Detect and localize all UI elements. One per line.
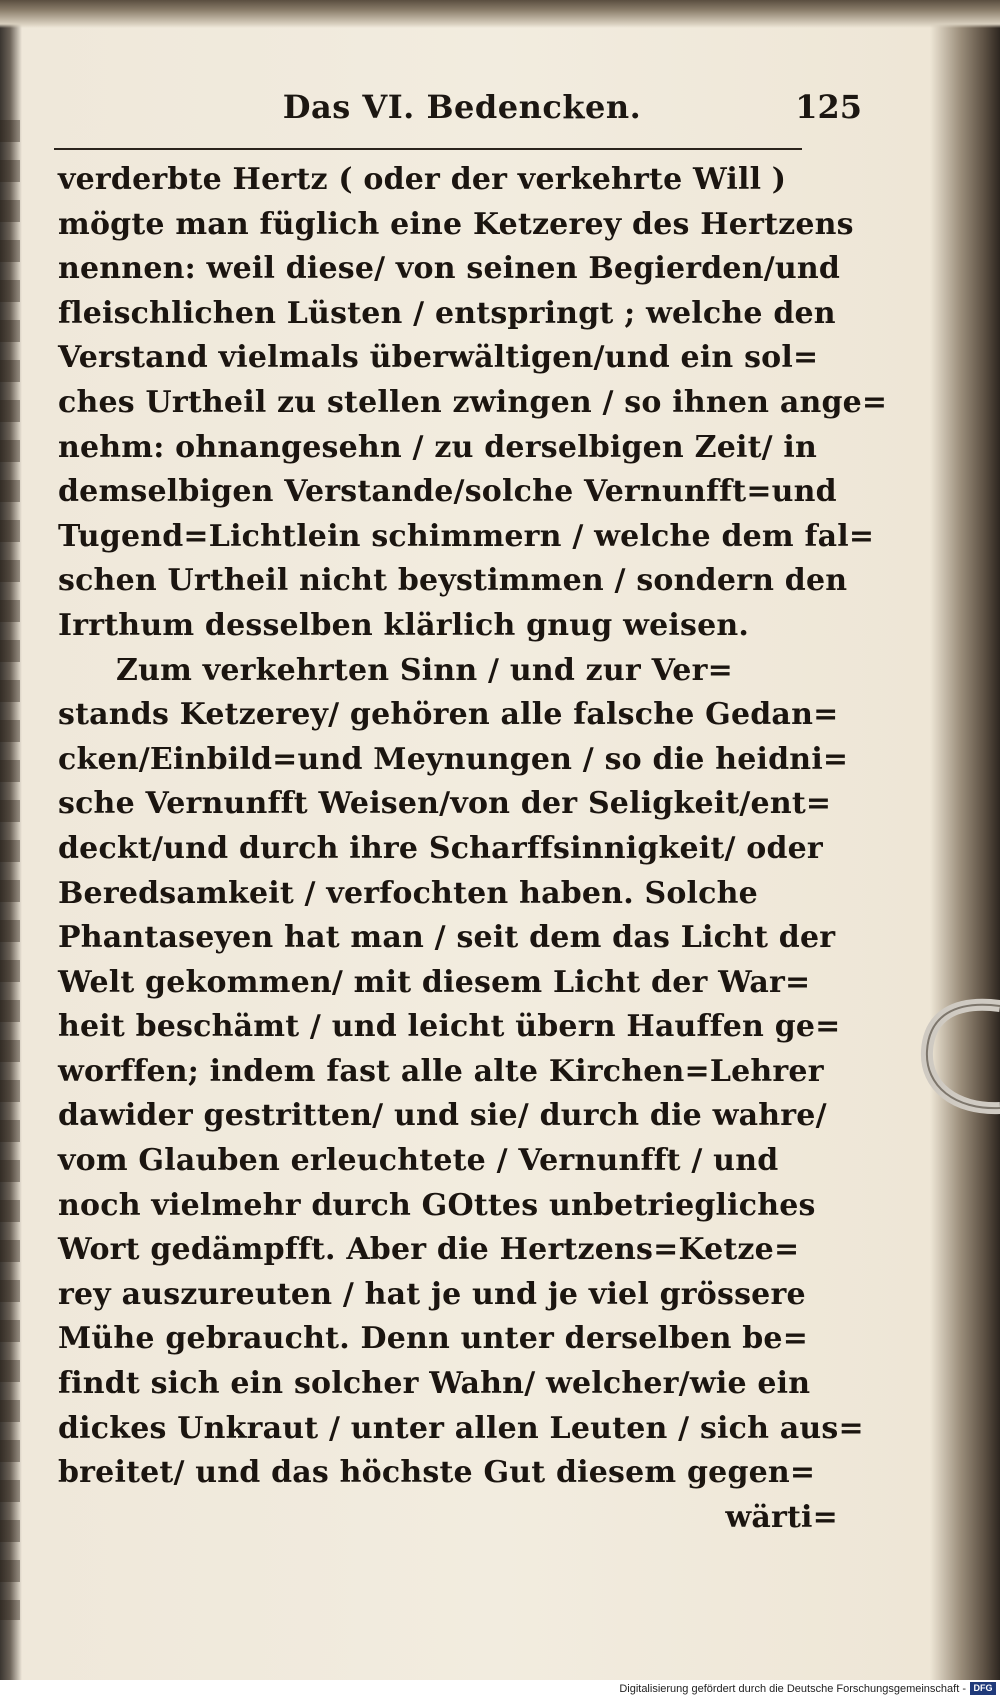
text-line: deckt/und durch ihre Scharffsinnigkeit/ oder bbox=[58, 830, 823, 866]
catchword: wärti= bbox=[725, 1499, 838, 1535]
text-line: noch vielmehr durch GOttes unbetriegliches bbox=[58, 1187, 816, 1223]
text-line: Welt gekommen/ mit diesem Licht der War= bbox=[58, 964, 811, 1000]
book-top-edge bbox=[0, 0, 1000, 28]
text-line: mögte man füglich eine Ketzerey des Hertzens bbox=[58, 206, 854, 242]
text-line: demselbigen Verstande/solche Vernunfft=und bbox=[58, 474, 837, 510]
text-line: Wort gedämpfft. Aber die Hertzens=Ketze= bbox=[58, 1232, 800, 1268]
text-line: Phantaseyen hat man / seit dem das Licht der bbox=[58, 920, 836, 956]
text-line: fleischlichen Lüsten / entspringt ; welche den bbox=[58, 295, 836, 331]
text-line: dickes Unkraut / unter allen Leuten / sich aus= bbox=[58, 1410, 864, 1446]
text-line: nennen: weil diese/ von seinen Begierden/und bbox=[58, 251, 841, 287]
dfg-logo: DFG bbox=[970, 1682, 996, 1695]
text-line: sche Vernunfft Weisen/von der Seligkeit/ent= bbox=[58, 786, 832, 822]
text-line: schen Urtheil nicht beystimmen / sondern den bbox=[58, 563, 848, 599]
page-number: 125 bbox=[795, 88, 862, 126]
text-line: breitet/ und das höchste Gut diesem gegen= bbox=[58, 1455, 816, 1491]
text-line: findt sich ein solcher Wahn/ welcher/wie ein bbox=[58, 1366, 811, 1402]
text-line: heit beschämt / und leicht übern Hauffen ge= bbox=[58, 1009, 841, 1045]
text-line: cken/Einbild=und Meynungen / so die heidni= bbox=[58, 741, 849, 777]
text-line: verderbte Hertz ( oder der verkehrte Will ) bbox=[58, 162, 787, 197]
text-line: ches Urtheil zu stellen zwingen / so ihnen ange= bbox=[58, 384, 888, 420]
book-page bbox=[28, 28, 948, 1638]
text-line: Beredsamkeit / verfochten haben. Solche bbox=[58, 875, 758, 911]
text-line: Mühe gebraucht. Denn unter derselben be= bbox=[58, 1321, 809, 1357]
body-text bbox=[58, 158, 888, 1540]
running-head: Das VI. Bedencken. bbox=[282, 88, 642, 126]
text-line: dawider gestritten/ und sie/ durch die wahre/ bbox=[58, 1098, 827, 1134]
paragraph-start-line: Zum verkehrten Sinn / und zur Ver= bbox=[116, 652, 733, 688]
page-clip-icon bbox=[915, 996, 1000, 1116]
digitization-credit: Digitalisierung gefördert durch die Deutsche Forschungsgemeinschaft - bbox=[619, 1683, 966, 1695]
text-line: vom Glauben erleuchtete / Vernunfft / und bbox=[58, 1143, 779, 1179]
text-line: Irrthum desselben klärlich gnug weisen. bbox=[58, 607, 750, 643]
text-line: Tugend=Lichtlein schimmern / welche dem fal= bbox=[58, 518, 875, 554]
text-line: nehm: ohnangesehn / zu derselbigen Zeit/ in bbox=[58, 429, 818, 465]
text-line: worffen; indem fast alle alte Kirchen=Lehrer bbox=[58, 1053, 824, 1089]
text-line: stands Ketzerey/ gehören alle falsche Gedan= bbox=[58, 697, 839, 733]
text-line: Verstand vielmals überwältigen/und ein sol= bbox=[58, 340, 819, 376]
text-line: rey auszureuten / hat je und je viel grössere bbox=[58, 1276, 806, 1312]
header-rule bbox=[54, 148, 802, 150]
facing-page-edge bbox=[0, 120, 20, 1620]
page-header bbox=[62, 88, 862, 154]
